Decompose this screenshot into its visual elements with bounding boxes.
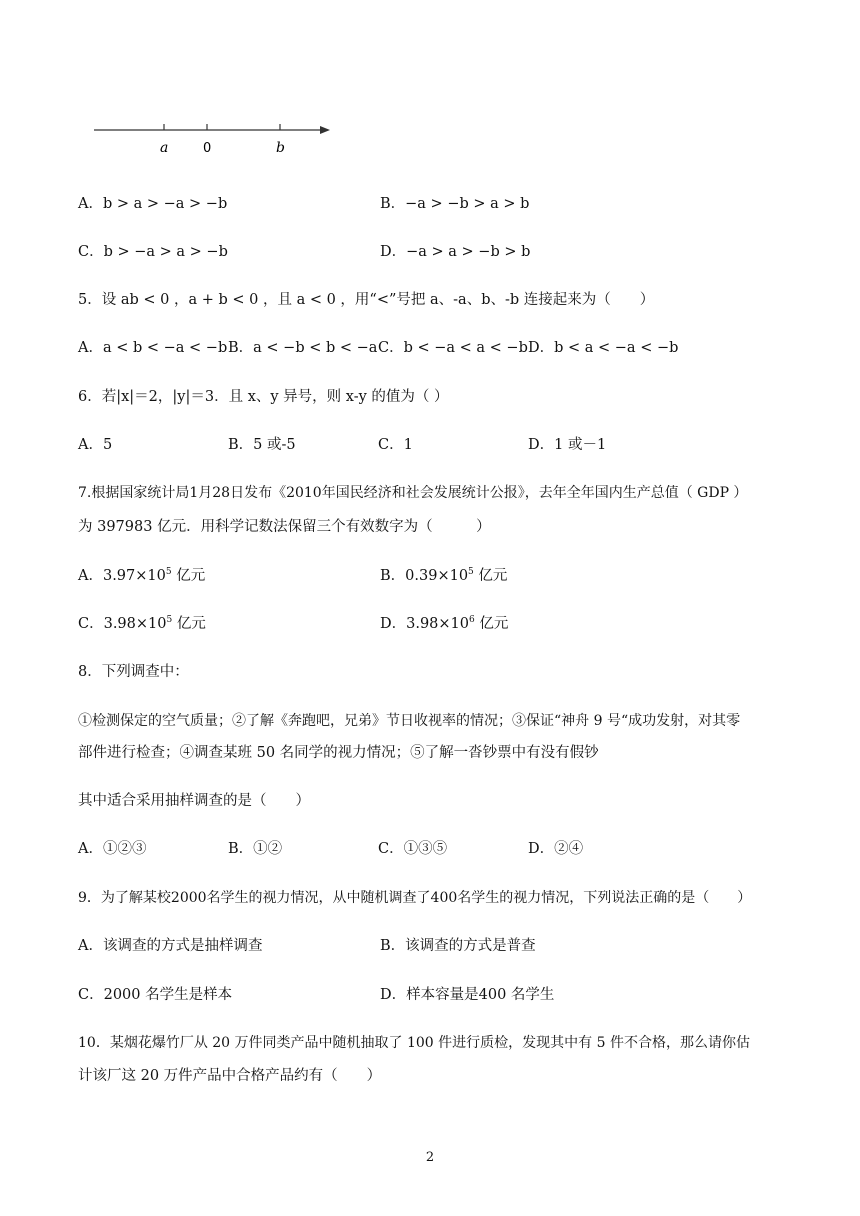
q7-a-exp: 5 xyxy=(165,567,172,578)
q7-option-c xyxy=(78,614,206,634)
q5-option-c: C．b < −a < a < −b xyxy=(378,340,528,356)
label-zero: 0 xyxy=(203,141,212,156)
q7-a-suffix: 亿元 xyxy=(171,568,206,584)
q4-option-b: B．−a > −b > a > b xyxy=(380,196,530,212)
q7-d-suffix: 亿元 xyxy=(474,616,509,632)
q8-line3: 其中适合采用抽样调查的是（ ） xyxy=(78,793,310,809)
q7-a-prefix: A．3.97×10 xyxy=(78,568,166,584)
arrow-right-icon xyxy=(320,126,330,134)
q7-option-b xyxy=(380,566,507,586)
q8-line1: ①检测保定的空气质量；②了解《奔跑吧，兄弟》节日收视率的情况；③保证“神舟 9 号“成功发射，对其零 xyxy=(78,713,741,729)
q7-c-prefix: C．3.98×10 xyxy=(78,616,167,632)
q7-b-suffix: 亿元 xyxy=(473,568,508,584)
q8-option-b: B．①② xyxy=(228,841,283,857)
q5-option-b: B．a < −b < b < −a xyxy=(228,340,378,356)
q7-d-prefix: D．3.98×10 xyxy=(380,616,470,632)
q4-option-a: A．b > a > −a > −b xyxy=(78,196,228,212)
label-b: b xyxy=(276,140,285,156)
q7-option-a xyxy=(78,566,205,586)
q5-option-d: D．b < a < −a < −b xyxy=(528,340,679,356)
q9-option-c: C．2000 名学生是样本 xyxy=(78,987,233,1003)
number-line-svg xyxy=(90,118,340,160)
q6-stem: 6．若|x|＝2，|y|＝3．且 x、y 异号，则 x-y 的值为（ ） xyxy=(78,389,449,405)
q8-option-c: C．①③⑤ xyxy=(378,841,448,857)
q6-option-c: C．1 xyxy=(378,437,413,453)
q6-option-a: A．5 xyxy=(78,437,113,453)
q10-line2: 计该厂这 20 万件产品中合格产品约有（ ） xyxy=(78,1068,382,1084)
q7-option-d xyxy=(380,614,508,634)
q8-stem: 8．下列调查中： xyxy=(78,664,189,680)
q6-option-b: B．5 或-5 xyxy=(228,437,296,453)
q7-c-suffix: 亿元 xyxy=(172,616,206,632)
q7-stem-line1: 7.根据国家统计局1月28日发布《2010年国民经济和社会发展统计公报》，去年全年国内生产总值（ GDP ） xyxy=(78,485,748,501)
q5-option-a: A．a < b < −a < −b xyxy=(78,340,228,356)
q9-stem: 9．为了解某校2000名学生的视力情况，从中随机调查了400名学生的视力情况，下列说法正确的是（ ） xyxy=(78,890,752,906)
q7-stem-line2: 为 397983 亿元．用科学记数法保留三个有效数字为（ ） xyxy=(78,519,491,535)
q9-option-d: D．样本容量是400 名学生 xyxy=(380,987,555,1003)
q5-stem: 5．设 ab < 0 ，a + b < 0 ，且 a < 0 ，用“<”号把 a、-a、b、-b 连接起来为（ ） xyxy=(78,292,655,308)
number-line-figure xyxy=(90,118,340,160)
q4-option-c: C．b > −a > a > −b xyxy=(78,244,228,260)
q8-line2: 部件进行检查；④调查某班 50 名同学的视力情况；⑤了解一沓钞票中有没有假钞 xyxy=(78,745,599,761)
page-number: 2 xyxy=(425,1150,435,1165)
q8-option-d: D．②④ xyxy=(528,841,584,857)
q7-d-exp: 6 xyxy=(469,615,475,626)
label-a: a xyxy=(160,140,169,156)
q9-option-a: A．该调查的方式是抽样调查 xyxy=(78,938,263,954)
q9-option-b: B．该调查的方式是普查 xyxy=(380,938,536,954)
q7-b-exp: 5 xyxy=(468,567,474,578)
q4-option-d: D．−a > a > −b > b xyxy=(380,244,531,260)
q7-c-exp: 5 xyxy=(166,615,173,626)
q6-option-d: D．1 或－1 xyxy=(528,437,607,453)
q10-line1: 10．某烟花爆竹厂从 20 万件同类产品中随机抽取了 100 件进行质检，发现其中有 5 件不合格，那么请你估 xyxy=(78,1035,750,1051)
q8-option-a: A．①②③ xyxy=(78,841,147,857)
q7-b-prefix: B．0.39×10 xyxy=(380,568,469,584)
